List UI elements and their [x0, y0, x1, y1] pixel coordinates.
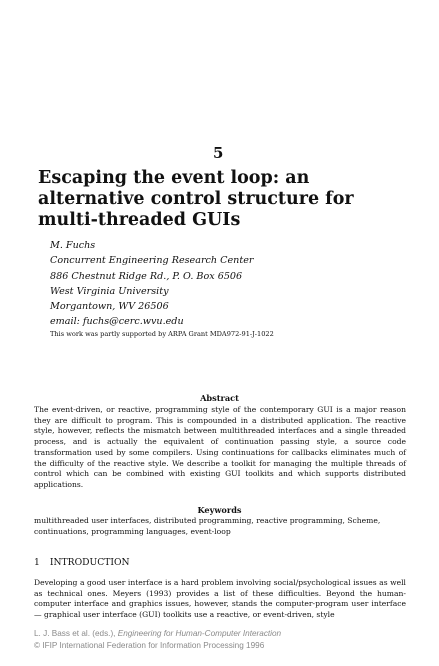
- affiliation-line: 886 Chestnut Ridge Rd., P. O. Box 6506: [50, 270, 243, 282]
- body-paragraph: Developing a good user interface is a hard problem involving social/psychological issues as well as technical ones. Meyers (1993) provides a list of these difficulties. Beyond the human-computer interface and graphics issues, however, stands the computer-program user interface — graphical user interface (GUI) toolkits use a reactive, or event-driven, style: [34, 578, 406, 620]
- chapter-title-line: alternative control structure for: [38, 189, 354, 209]
- funding-note: This work was partly supported by ARPA Grant MDA972-91-J-1022: [50, 329, 274, 338]
- footer-book-title: Engineering for Human-Computer Interaction: [117, 629, 282, 638]
- author-email: email: fuchs@cerc.wvu.edu: [50, 316, 184, 328]
- affiliation-line: Morgantown, WV 26506: [50, 301, 169, 313]
- author-name: M. Fuchs: [50, 240, 96, 251]
- affiliation-line: West Virginia University: [50, 285, 169, 297]
- section-heading: [34, 557, 406, 568]
- footer-editors: L. J. Bass et al. (eds.),: [34, 629, 118, 638]
- affiliation-line: Concurrent Engineering Research Center: [50, 255, 254, 267]
- keywords-heading: Keywords: [197, 505, 242, 515]
- chapter-title-line: multi-threaded GUIs: [38, 210, 241, 230]
- chapter-title-line: Escaping the event loop: an: [38, 168, 310, 188]
- chapter-number: 5: [213, 144, 224, 162]
- footer-copyright: © IFIP International Federation for Information Processing 1996: [34, 641, 265, 650]
- abstract-heading: Abstract: [200, 393, 239, 403]
- page-footer: [34, 628, 424, 652]
- author-block: [50, 238, 410, 339]
- footer-citation: [34, 628, 424, 640]
- abstract-text: The event-driven, or reactive, programming style of the contemporary GUI is a major reason they are difficult to program. This is compounded in a distributed application. The reactive style, however, reflects the mismatch between multithreaded interfaces and a single threaded process, and is actually the equivalent of continuation passing style, a source code transformation used by some compilers. Using continuations for callbacks eliminates much of the difficulty of the reactive style. We describe a toolkit for managing the multiple threads of control which can be combined with existing GUI toolkits and which supports distributed applications.: [34, 405, 406, 489]
- section-number: 1: [34, 557, 40, 568]
- keywords-text: multithreaded user interfaces, distributed programming, reactive programming, Scheme, continuations, programming languages, event-loop: [34, 516, 381, 536]
- chapter-title: [38, 168, 398, 231]
- section-title: INTRODUCTION: [49, 557, 130, 568]
